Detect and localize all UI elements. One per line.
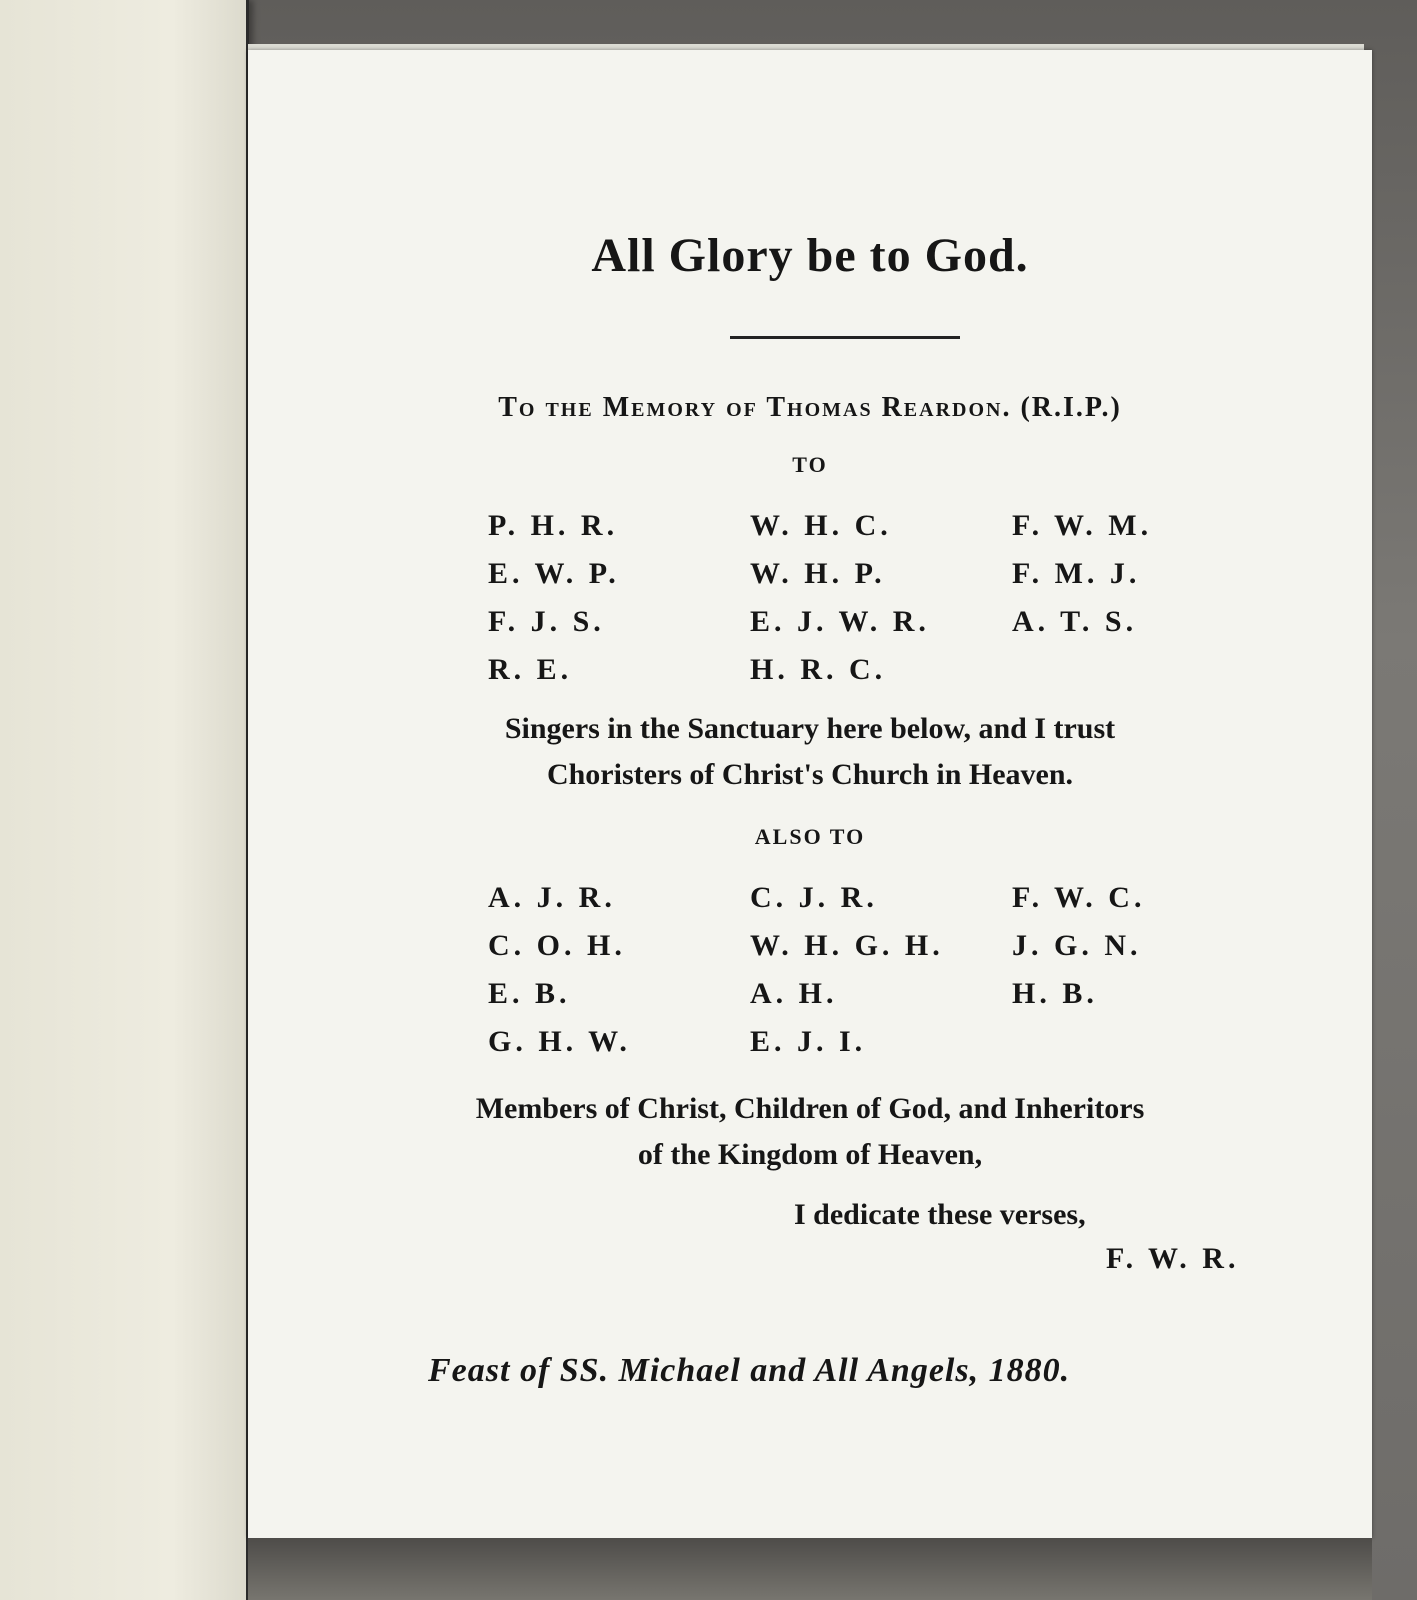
initials: P. H. R.: [488, 509, 619, 542]
memory-line: To the Memory of Thomas Reardon. (R.I.P.): [498, 392, 1122, 423]
initials: E. J. W. R.: [750, 605, 930, 638]
page-title: All Glory be to God.: [591, 229, 1029, 282]
singers-paragraph: [248, 706, 1372, 798]
initials: A. J. R.: [488, 881, 616, 914]
initials: F. M. J.: [1012, 557, 1141, 590]
initials-group-1: [488, 508, 1208, 688]
initials: H. R. C.: [750, 653, 887, 686]
initials: E. J. I.: [750, 1025, 867, 1058]
initials: G. H. W.: [488, 1025, 631, 1058]
initials: R. E.: [488, 653, 573, 686]
initials: A. H.: [750, 977, 838, 1010]
initials: E. B.: [488, 977, 571, 1010]
initials: [1012, 1024, 1208, 1060]
initials: F. J. S.: [488, 605, 605, 638]
initials: C. J. R.: [750, 881, 878, 914]
initials: F. W. M.: [1012, 509, 1153, 542]
dedication-line: I dedicate these verses,: [794, 1198, 1086, 1231]
initials: C. O. H.: [488, 929, 626, 962]
bottom-surface: [248, 1538, 1372, 1600]
title-divider: [730, 336, 960, 339]
dedication-page: [248, 50, 1372, 1538]
signature: F. W. R.: [1106, 1242, 1240, 1275]
singers-line-2: Choristers of Christ's Church in Heaven.: [546, 758, 1074, 791]
members-line-1: Members of Christ, Children of God, and Inheritors: [475, 1092, 1145, 1125]
initials: J. G. N.: [1012, 929, 1142, 962]
initials: W. H. P.: [750, 557, 886, 590]
feast-date-line: Feast of SS. Michael and All Angels, 1880.: [428, 1352, 1071, 1389]
initials: A. T. S.: [1012, 605, 1138, 638]
members-paragraph: [248, 1086, 1372, 1178]
initials: F. W. C.: [1012, 881, 1146, 914]
initials-group-2: [488, 880, 1208, 1060]
to-heading: TO: [792, 452, 828, 477]
initials: [1012, 652, 1208, 688]
singers-line-1: Singers in the Sanctuary here below, and I trust: [504, 712, 1116, 745]
initials: W. H. C.: [750, 509, 892, 542]
initials: H. B.: [1012, 977, 1098, 1010]
also-to-heading: ALSO TO: [754, 824, 866, 849]
members-line-2: of the Kingdom of Heaven,: [637, 1138, 983, 1171]
facing-page: [0, 0, 249, 1600]
initials: E. W. P.: [488, 557, 620, 590]
initials: W. H. G. H.: [750, 929, 944, 962]
